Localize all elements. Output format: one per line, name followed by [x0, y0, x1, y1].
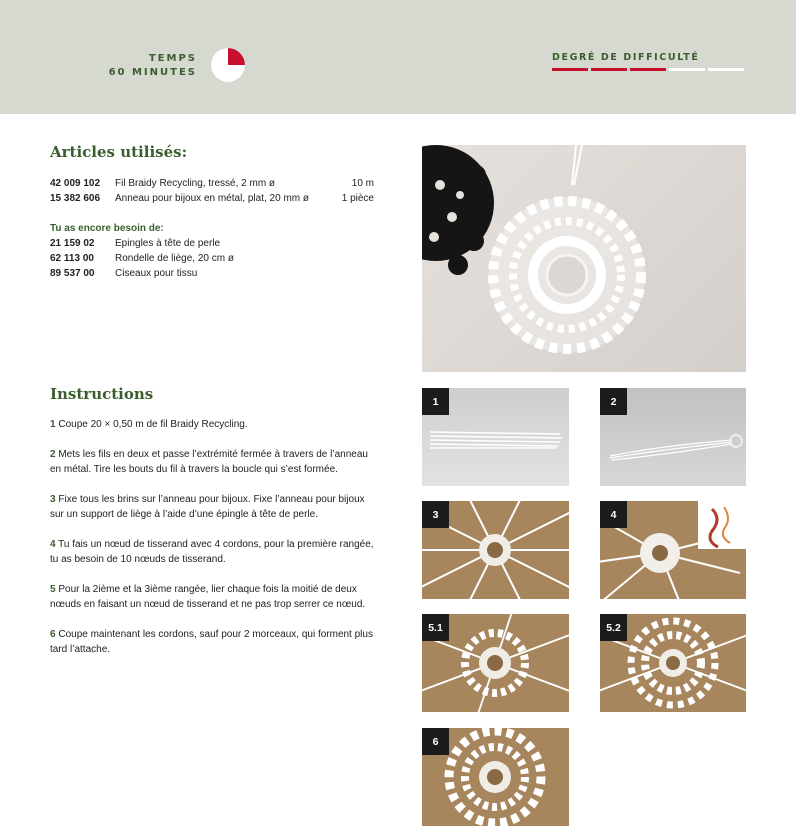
time-label: TEMPS [148, 53, 197, 64]
step-badge: 4 [600, 501, 627, 528]
step-5 [50, 582, 380, 612]
step-text: Coupe maintenant les cordons, sauf pour 2 morceaux, qui forment plus tard l’attache. [50, 629, 373, 655]
step-number: 6 [50, 629, 56, 640]
article-desc: Fil Braidy Recycling, tressé, 2 mm ø [115, 178, 276, 189]
step-2 [50, 447, 380, 477]
step-badge: 6 [422, 728, 449, 755]
articles-heading: Articles utilisés: [50, 143, 188, 161]
step-photo-5-1 [422, 614, 569, 712]
step-text: Fixe tous les brins sur l’anneau pour bijoux. Fixe l’anneau pour bijoux sur un support de liège à l’aide d’une épingle à tête de perle. [50, 494, 365, 520]
step-1 [50, 417, 380, 432]
article-row [50, 191, 374, 206]
step-photo-6 [422, 728, 569, 826]
step-photo-1 [422, 388, 569, 486]
time-value: 60 MINUTES [108, 67, 197, 78]
step-text: Coupe 20 × 0,50 m de fil Braidy Recycling. [58, 419, 248, 430]
extra-items-heading: Tu as encore besoin de: [50, 223, 164, 234]
step-photo-2 [600, 388, 746, 486]
clock-icon [211, 48, 245, 82]
articles-table [50, 176, 374, 281]
step-text: Pour la 2ième et la 3ième rangée, lier chaque fois la moitié de deux nœuds en faisant un nœud de tisserand et ne pas trop serrer ce nœud. [50, 584, 366, 610]
step-number: 5 [50, 584, 56, 595]
step-photo-4 [600, 501, 746, 599]
step-photo-3 [422, 501, 569, 599]
step-text: Mets les fils en deux et passe l’extrémité fermée à travers de l’anneau en métal. Tire les bouts du fil à travers la boucle qui s’est formée. [50, 449, 368, 475]
difficulty-segment [669, 68, 705, 71]
step-3 [50, 492, 380, 522]
article-qty: 1 pièce [341, 193, 374, 204]
extra-desc: Ciseaux pour tissu [115, 268, 198, 279]
difficulty-segment [630, 68, 666, 71]
step-badge: 5.1 [422, 614, 449, 641]
time-block [100, 52, 197, 80]
step-number: 4 [50, 539, 56, 550]
extra-code: 21 159 02 [50, 238, 95, 249]
extra-desc: Epingles à tête de perle [115, 238, 221, 249]
extra-code: 89 537 00 [50, 268, 95, 279]
article-desc: Anneau pour bijoux en métal, plat, 20 mm ø [115, 193, 309, 204]
header-band [0, 0, 796, 114]
step-4 [50, 537, 380, 567]
step-badge: 1 [422, 388, 449, 415]
extra-code: 62 113 00 [50, 253, 94, 264]
step-photo-5-2 [600, 614, 746, 712]
step-number: 2 [50, 449, 56, 460]
step-number: 1 [50, 419, 56, 430]
difficulty-segment [591, 68, 627, 71]
extra-desc: Rondelle de liège, 20 cm ø [115, 253, 234, 264]
instructions-heading: Instructions [50, 385, 154, 403]
step-6 [50, 627, 380, 657]
article-qty: 10 m [351, 178, 374, 189]
step-badge: 5.2 [600, 614, 627, 641]
hero-photo [422, 145, 746, 372]
extra-row [50, 236, 374, 251]
article-row [50, 176, 374, 191]
step-text: Tu fais un nœud de tisserand avec 4 cordons, pour la première rangée, tu as besoin de 10 nœuds de tisserand. [50, 539, 374, 565]
instructions-list [50, 417, 380, 672]
article-code: 42 009 102 [50, 178, 101, 189]
difficulty-segment [708, 68, 744, 71]
step-badge: 2 [600, 388, 627, 415]
extra-row [50, 251, 374, 266]
difficulty-label: DEGRÉ DE DIFFICULTÉ [552, 52, 700, 63]
difficulty-segment [552, 68, 588, 71]
article-code: 15 382 606 [50, 193, 101, 204]
step-badge: 3 [422, 501, 449, 528]
difficulty-meter [552, 68, 744, 71]
step-number: 3 [50, 494, 56, 505]
extra-row [50, 266, 374, 281]
